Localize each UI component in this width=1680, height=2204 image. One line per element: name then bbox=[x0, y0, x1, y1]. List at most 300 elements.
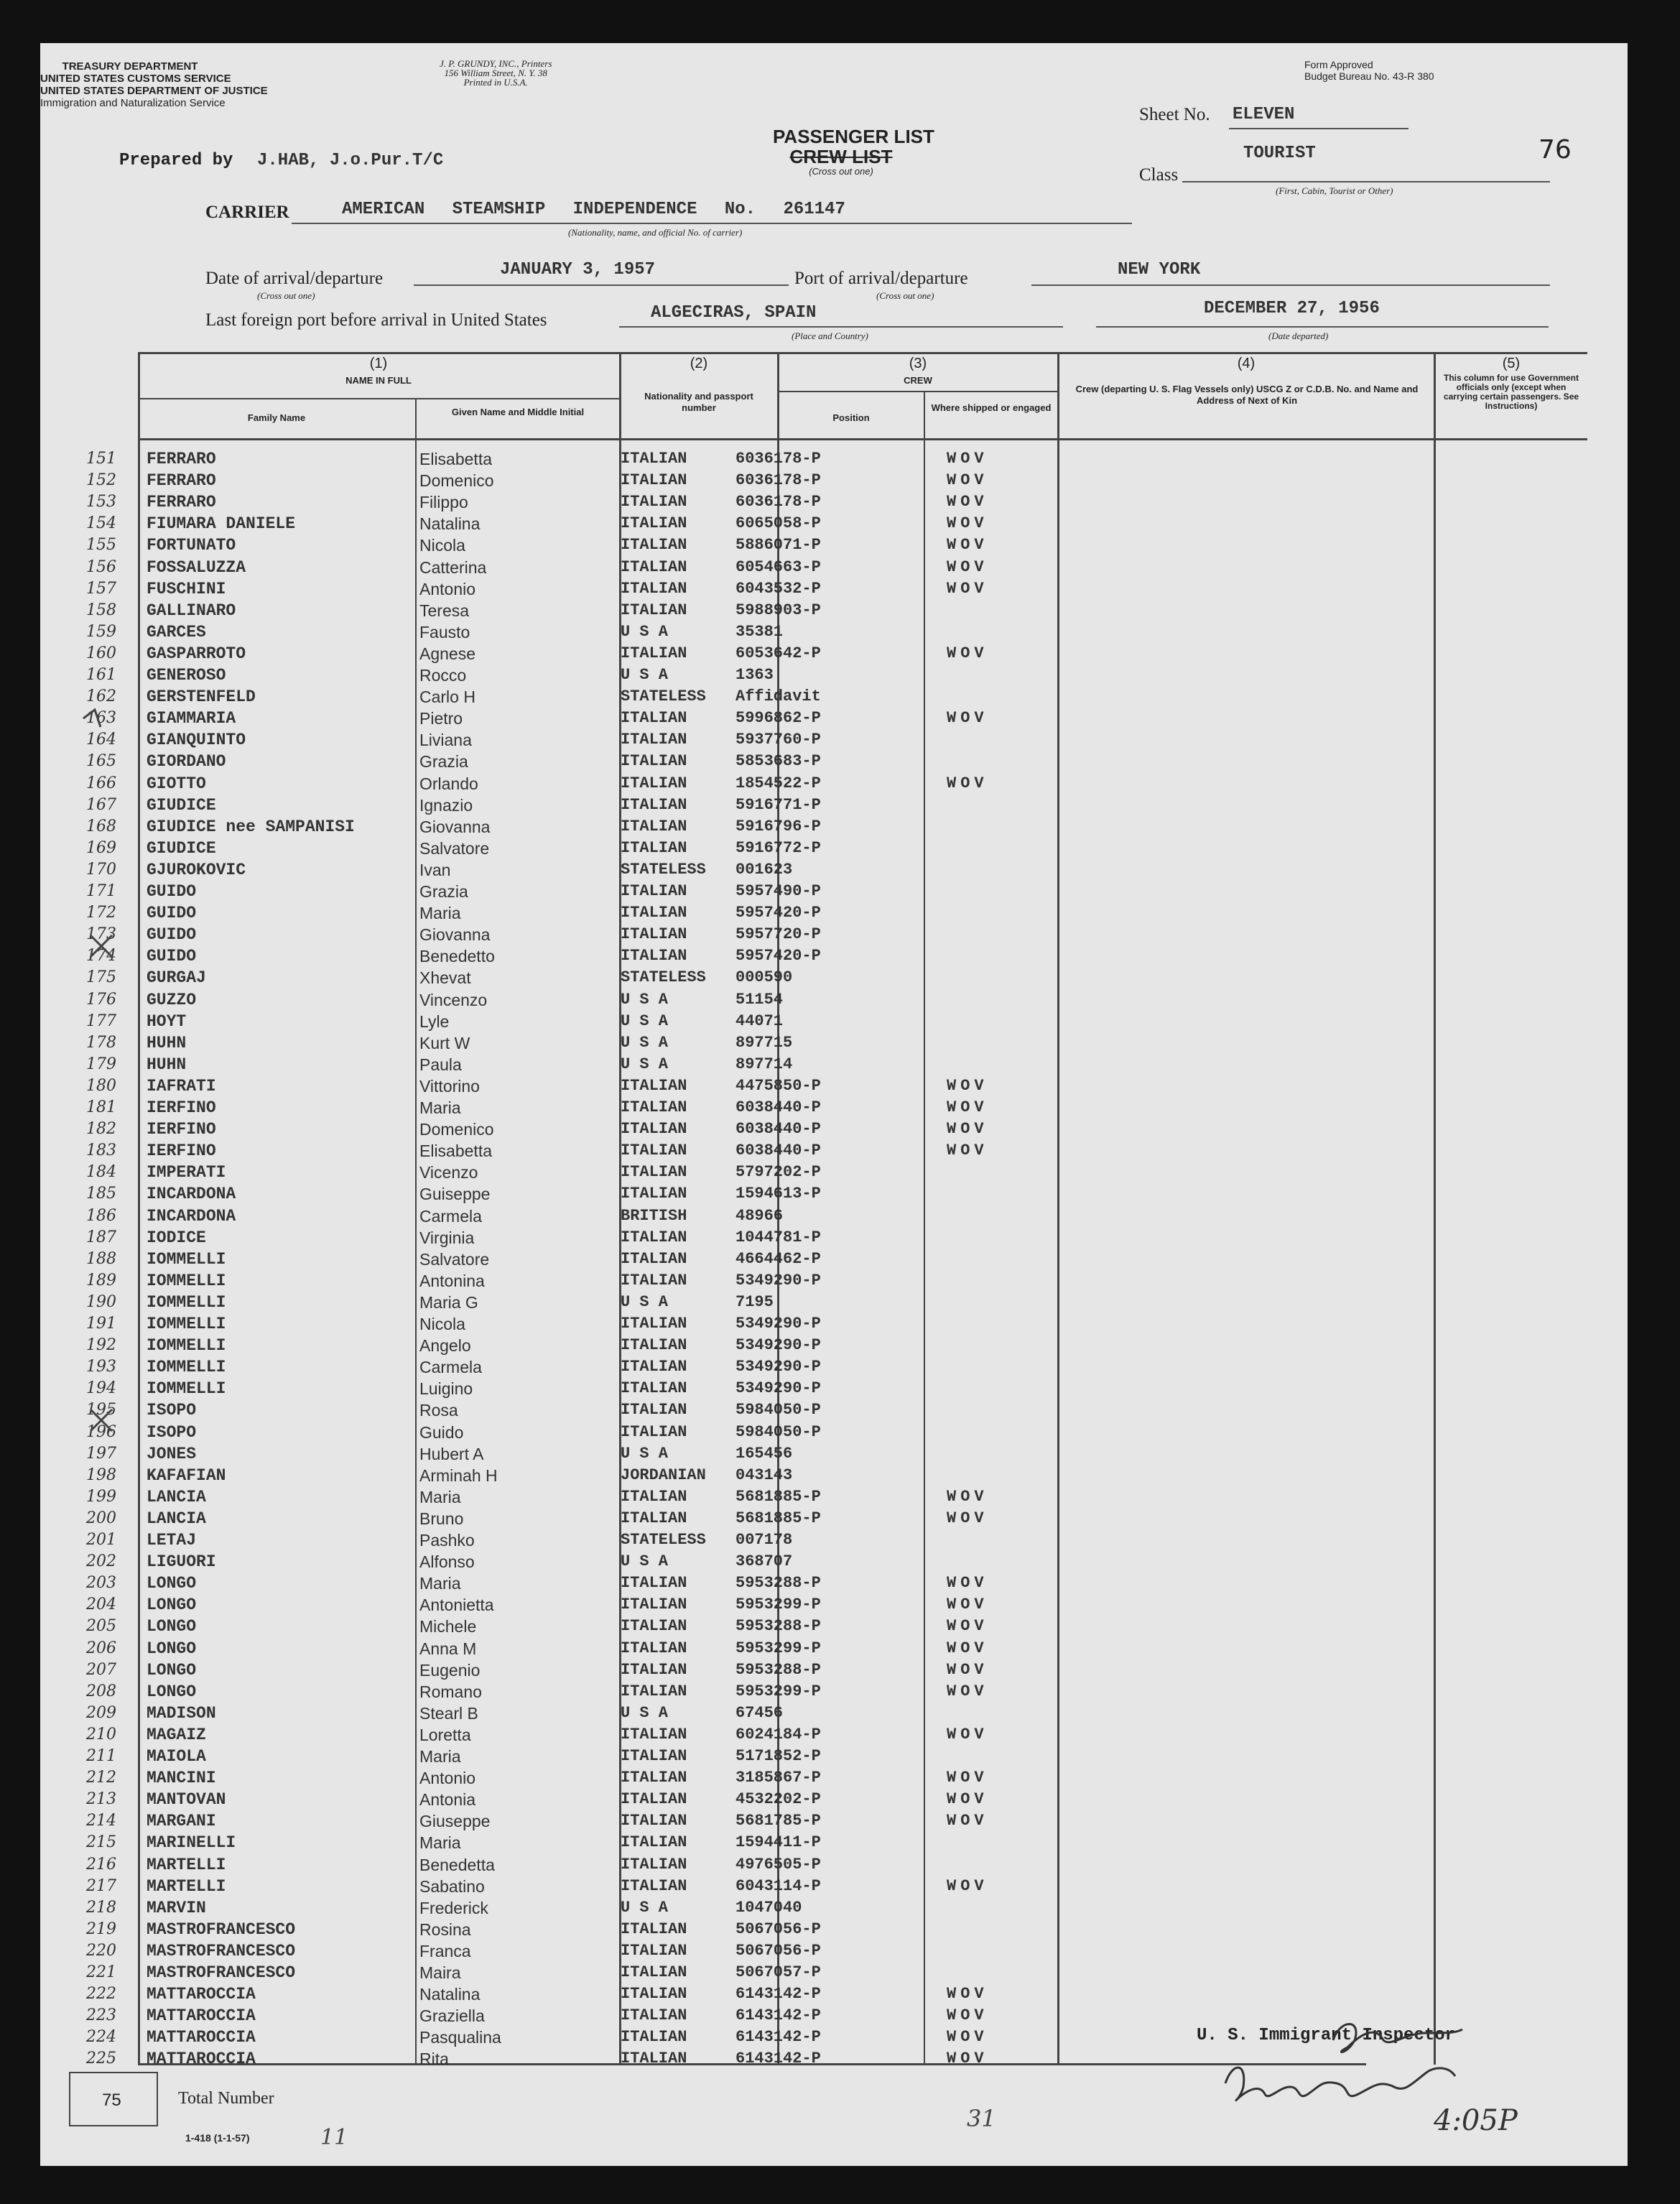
family-name: MARGANI bbox=[147, 1812, 216, 1831]
family-name: GARCES bbox=[147, 622, 206, 642]
row-number: 215 bbox=[86, 1833, 116, 1852]
passport-number: 4475850-P bbox=[735, 1076, 821, 1095]
table-row bbox=[40, 1682, 1628, 1704]
col3-title: CREW bbox=[904, 375, 932, 386]
passport-number: 5067056-P bbox=[735, 1941, 821, 1960]
passport-number: 5953288-P bbox=[735, 1574, 821, 1593]
table-row bbox=[40, 947, 1628, 968]
table-row bbox=[40, 1833, 1628, 1855]
given-name: Maria bbox=[419, 1574, 461, 1593]
given-name: Rita bbox=[419, 2050, 449, 2069]
nationality: ITALIAN bbox=[621, 838, 687, 857]
given-name: Natalina bbox=[419, 514, 481, 534]
family-name: ISOPO bbox=[147, 1401, 197, 1420]
table-row bbox=[40, 1790, 1628, 1812]
given-name: Teresa bbox=[419, 601, 470, 620]
passport-number: 6036178-P bbox=[735, 450, 821, 468]
table-row bbox=[40, 1574, 1628, 1596]
row-number: 159 bbox=[86, 622, 116, 641]
nationality: U S A bbox=[621, 1292, 669, 1311]
family-name: MARTELLI bbox=[147, 1876, 226, 1896]
passport-number: 5853683-P bbox=[735, 752, 821, 771]
row-number: 204 bbox=[86, 1596, 116, 1614]
given-name: Vincenzo bbox=[419, 990, 488, 1009]
sheet-no-label: Sheet No. bbox=[1139, 105, 1210, 124]
table-row bbox=[40, 1639, 1628, 1661]
row-number: 188 bbox=[86, 1249, 116, 1268]
table-row bbox=[40, 991, 1628, 1012]
row-number: 198 bbox=[86, 1466, 116, 1484]
row-number: 189 bbox=[86, 1271, 116, 1289]
passport-number: 5916771-P bbox=[735, 795, 821, 814]
family-name: HUHN bbox=[147, 1055, 187, 1074]
table-row bbox=[40, 752, 1628, 774]
given-name: Paula bbox=[419, 1055, 462, 1074]
row-number: 180 bbox=[86, 1076, 116, 1095]
passport-number: 5349290-P bbox=[735, 1336, 821, 1355]
family-name: IODICE bbox=[147, 1228, 206, 1247]
table-row bbox=[40, 687, 1628, 709]
row-number: 160 bbox=[86, 644, 116, 662]
nationality: ITALIAN bbox=[621, 1941, 687, 1960]
passport-number: 5349290-P bbox=[735, 1271, 821, 1289]
row-number: 151 bbox=[86, 450, 116, 468]
nationality: ITALIAN bbox=[621, 1682, 687, 1700]
row-number: 174 bbox=[86, 947, 116, 966]
where-engaged: WOV bbox=[947, 1098, 988, 1116]
where-engaged: WOV bbox=[947, 1725, 988, 1744]
row-number: 178 bbox=[86, 1033, 116, 1052]
carrier-line bbox=[292, 223, 1132, 224]
passport-number: 6054663-P bbox=[735, 557, 821, 576]
passport-number: 6038440-P bbox=[735, 1142, 821, 1160]
given-name: Pashko bbox=[419, 1531, 475, 1550]
family-name: MANTOVAN bbox=[147, 1790, 226, 1810]
family-name: GUIDO bbox=[147, 947, 197, 966]
passport-number: 897714 bbox=[735, 1055, 793, 1073]
nationality: ITALIAN bbox=[621, 709, 687, 728]
passport-number: 5916796-P bbox=[735, 817, 821, 835]
family-name: GURGAJ bbox=[147, 968, 206, 988]
total-label: Total Number bbox=[178, 2089, 274, 2108]
where-engaged: WOV bbox=[947, 1617, 988, 1636]
table-row bbox=[40, 1250, 1628, 1272]
table-row bbox=[40, 1661, 1628, 1682]
nationality: ITALIAN bbox=[621, 1336, 687, 1355]
nationality: ITALIAN bbox=[621, 2028, 687, 2047]
passport-number: Affidavit bbox=[735, 687, 821, 706]
nationality: ITALIAN bbox=[621, 795, 687, 814]
where-engaged: WOV bbox=[947, 493, 988, 511]
given-name: Giuseppe bbox=[419, 1812, 491, 1831]
nationality: ITALIAN bbox=[621, 1769, 687, 1787]
family-name: MARTELLI bbox=[147, 1855, 226, 1874]
date-label: Date of arrival/departure bbox=[205, 269, 384, 288]
nationality: ITALIAN bbox=[621, 1876, 687, 1895]
row-number: 162 bbox=[86, 687, 116, 706]
total-value: 75 bbox=[102, 2090, 121, 2110]
family-name: IOMMELLI bbox=[147, 1336, 226, 1356]
given-name: Sabatino bbox=[419, 1876, 485, 1896]
nationality: U S A bbox=[621, 1055, 669, 1073]
given-name: Xhevat bbox=[419, 968, 471, 988]
family-name: INCARDONA bbox=[147, 1185, 236, 1204]
col1-number: (1) bbox=[369, 356, 388, 371]
nationality: ITALIAN bbox=[621, 1185, 687, 1203]
passport-number: 6143142-P bbox=[735, 2028, 821, 2047]
crew-subheader-border bbox=[777, 391, 1057, 392]
passport-number: 6036178-P bbox=[735, 493, 821, 511]
row-number: 193 bbox=[86, 1358, 116, 1376]
table-row bbox=[40, 558, 1628, 580]
passport-number: 5171852-P bbox=[735, 1747, 821, 1765]
family-name: FUSCHINI bbox=[147, 579, 226, 598]
nationality: ITALIAN bbox=[621, 557, 687, 576]
row-number: 154 bbox=[86, 514, 116, 533]
nationality: ITALIAN bbox=[621, 579, 687, 598]
nationality: ITALIAN bbox=[621, 1120, 687, 1139]
given-name: Rosa bbox=[419, 1401, 458, 1420]
nationality: ITALIAN bbox=[621, 1833, 687, 1852]
table-row bbox=[40, 1336, 1628, 1358]
given-name: Filippo bbox=[419, 493, 468, 512]
row-number: 219 bbox=[86, 1920, 116, 1938]
where-engaged: WOV bbox=[947, 1876, 988, 1895]
table-row bbox=[40, 1531, 1628, 1552]
nationality: ITALIAN bbox=[621, 1617, 687, 1636]
col3-number: (3) bbox=[909, 356, 927, 371]
nationality: ITALIAN bbox=[621, 882, 687, 900]
passport-number: 5067057-P bbox=[735, 1963, 821, 1981]
nationality: U S A bbox=[621, 666, 669, 684]
carrier-value: AMERICAN STEAMSHIP INDEPENDENCE No. 261147 bbox=[342, 200, 845, 219]
row-number: 175 bbox=[86, 968, 116, 987]
table-row bbox=[40, 1942, 1628, 1963]
table-row bbox=[40, 1812, 1628, 1833]
row-number: 202 bbox=[86, 1552, 116, 1571]
given-name: Orlando bbox=[419, 774, 478, 793]
row-number: 209 bbox=[86, 1703, 116, 1722]
passport-number: 4532202-P bbox=[735, 1790, 821, 1809]
given-name: Romano bbox=[419, 1682, 482, 1701]
table-row bbox=[40, 1596, 1628, 1617]
row-number: 157 bbox=[86, 579, 116, 598]
agency-block bbox=[40, 60, 268, 109]
where-engaged: WOV bbox=[947, 1076, 988, 1095]
nationality: ITALIAN bbox=[621, 1315, 687, 1333]
where-engaged: WOV bbox=[947, 1812, 988, 1830]
col2-number: (2) bbox=[690, 356, 708, 371]
family-name: GIORDANO bbox=[147, 752, 226, 772]
nationality: ITALIAN bbox=[621, 1076, 687, 1095]
agency-line: UNITED STATES DEPARTMENT OF JUSTICE bbox=[40, 85, 268, 97]
row-number: 211 bbox=[86, 1747, 116, 1765]
passport-number: 6143142-P bbox=[735, 2050, 821, 2068]
given-name: Alfonso bbox=[419, 1552, 475, 1572]
row-number: 190 bbox=[86, 1292, 116, 1311]
passport-number: 67456 bbox=[735, 1703, 784, 1722]
hand-mark-1: 11 bbox=[320, 2125, 348, 2150]
passport-number: 5953299-P bbox=[735, 1596, 821, 1614]
class-label: Class bbox=[1139, 165, 1179, 185]
row-number: 172 bbox=[86, 904, 116, 922]
given-name: Maria bbox=[419, 1487, 461, 1506]
given-name: Antonio bbox=[419, 1769, 476, 1788]
table-row bbox=[40, 1769, 1628, 1790]
row-number: 173 bbox=[86, 925, 116, 944]
family-name: IMPERATI bbox=[147, 1163, 226, 1182]
table-row bbox=[40, 1423, 1628, 1445]
nationality: ITALIAN bbox=[621, 1228, 687, 1246]
table-row bbox=[40, 1207, 1628, 1228]
passport-number: 48966 bbox=[735, 1206, 784, 1225]
title-note: (Cross out one) bbox=[809, 166, 873, 177]
given-name: Hubert A bbox=[419, 1444, 484, 1463]
where-engaged: WOV bbox=[947, 579, 988, 598]
family-name: IOMMELLI bbox=[147, 1271, 226, 1290]
nationality: BRITISH bbox=[621, 1206, 687, 1225]
port-label: Port of arrival/departure bbox=[794, 269, 968, 288]
family-name: MAIOLA bbox=[147, 1747, 206, 1766]
carrier-label: CARRIER bbox=[205, 203, 289, 222]
departed-line bbox=[1096, 326, 1549, 328]
where-engaged: WOV bbox=[947, 1574, 988, 1593]
table-row bbox=[40, 580, 1628, 601]
family-name: IERFINO bbox=[147, 1142, 216, 1161]
table-row bbox=[40, 818, 1628, 839]
where-engaged: WOV bbox=[947, 1142, 988, 1160]
where-engaged: WOV bbox=[947, 450, 988, 468]
row-number: 187 bbox=[86, 1228, 116, 1246]
nationality: U S A bbox=[621, 1552, 669, 1571]
printer-line: J. P. GRUNDY, INC., Printers bbox=[440, 58, 552, 69]
nationality: ITALIAN bbox=[621, 1487, 687, 1506]
passport-number: 5957720-P bbox=[735, 925, 821, 944]
row-number: 225 bbox=[86, 2050, 116, 2068]
family-name: MASTROFRANCESCO bbox=[147, 1963, 296, 1982]
given-name: Frederick bbox=[419, 1898, 488, 1917]
family-name: FOSSALUZZA bbox=[147, 557, 246, 577]
given-name: Liviana bbox=[419, 731, 472, 750]
inspector-signature bbox=[1197, 1997, 1599, 2155]
nationality: ITALIAN bbox=[621, 1163, 687, 1182]
family-name: GIUDICE bbox=[147, 795, 216, 815]
given-name: Arminah H bbox=[419, 1466, 498, 1485]
table-row bbox=[40, 1920, 1628, 1942]
date-line bbox=[414, 284, 789, 286]
given-name: Virginia bbox=[419, 1228, 475, 1247]
family-name: IOMMELLI bbox=[147, 1358, 226, 1377]
printer-line: 156 William Street, N. Y. 38 bbox=[444, 68, 547, 78]
family-name: MARVIN bbox=[147, 1898, 206, 1917]
given-name: Catterina bbox=[419, 557, 487, 577]
where-engaged: WOV bbox=[947, 1509, 988, 1527]
nationality: ITALIAN bbox=[621, 2006, 687, 2025]
passport-number: 6053642-P bbox=[735, 644, 821, 662]
row-number: 195 bbox=[86, 1401, 116, 1420]
given-name: Stearl B bbox=[419, 1703, 478, 1723]
total-box bbox=[69, 2072, 158, 2126]
passport-number: 5681785-P bbox=[735, 1812, 821, 1830]
family-name: IAFRATI bbox=[147, 1076, 216, 1096]
family-name: LETAJ bbox=[147, 1531, 197, 1550]
where-engaged: WOV bbox=[947, 2028, 988, 2047]
row-number: 183 bbox=[86, 1142, 116, 1160]
passport-number: 4976505-P bbox=[735, 1855, 821, 1874]
row-number: 217 bbox=[86, 1876, 116, 1895]
nationality: ITALIAN bbox=[621, 1747, 687, 1765]
given-name: Vicenzo bbox=[419, 1163, 478, 1182]
nationality: ITALIAN bbox=[621, 1790, 687, 1809]
passport-number: 44071 bbox=[735, 1011, 784, 1030]
agency-line: TREASURY DEPARTMENT bbox=[62, 60, 198, 73]
nationality: ITALIAN bbox=[621, 774, 687, 792]
given-name: Guido bbox=[419, 1422, 464, 1442]
given-name: Ivan bbox=[419, 860, 451, 879]
row-number: 220 bbox=[86, 1941, 116, 1960]
family-name: LIGUORI bbox=[147, 1552, 216, 1572]
row-number: 181 bbox=[86, 1098, 116, 1116]
given-name: Loretta bbox=[419, 1725, 471, 1744]
row-number: 218 bbox=[86, 1898, 116, 1917]
passport-number: 001623 bbox=[735, 860, 793, 879]
table-row bbox=[40, 1877, 1628, 1899]
row-number: 179 bbox=[86, 1055, 116, 1073]
given-name: Nicola bbox=[419, 536, 465, 555]
form-approved-line: Budget Bureau No. 43-R 380 bbox=[1304, 70, 1434, 82]
row-number: 158 bbox=[86, 601, 116, 619]
family-name: GUIDO bbox=[147, 882, 197, 901]
row-number: 164 bbox=[86, 731, 116, 749]
table-row bbox=[40, 968, 1628, 990]
row-number: 191 bbox=[86, 1315, 116, 1333]
given-name: Domenico bbox=[419, 471, 494, 491]
family-name: MATTAROCCIA bbox=[147, 2050, 256, 2069]
nationality: ITALIAN bbox=[621, 1379, 687, 1398]
row-number: 152 bbox=[86, 471, 116, 490]
row-number: 200 bbox=[86, 1509, 116, 1527]
col2-title: Nationality and passport number bbox=[644, 391, 753, 413]
row-number: 216 bbox=[86, 1855, 116, 1874]
given-name: Guiseppe bbox=[419, 1185, 491, 1204]
table-row bbox=[40, 1012, 1628, 1034]
departed-value: DECEMBER 27, 1956 bbox=[1204, 299, 1380, 318]
col3-position-header: Position bbox=[832, 412, 870, 423]
row-number: 210 bbox=[86, 1725, 116, 1744]
given-name: Pietro bbox=[419, 709, 463, 728]
passport-number: 1363 bbox=[735, 666, 774, 684]
table-header-border bbox=[138, 438, 1587, 440]
passport-number: 1594613-P bbox=[735, 1185, 821, 1203]
nationality: U S A bbox=[621, 622, 669, 641]
nationality: ITALIAN bbox=[621, 817, 687, 835]
table-row bbox=[40, 1401, 1628, 1422]
table-row bbox=[40, 514, 1628, 536]
family-name: HOYT bbox=[147, 1011, 187, 1031]
nationality: ITALIAN bbox=[621, 601, 687, 619]
row-number: 196 bbox=[86, 1422, 116, 1441]
row-number: 166 bbox=[86, 774, 116, 792]
name-subheader-border bbox=[138, 398, 619, 399]
given-name: Carmela bbox=[419, 1358, 482, 1377]
table-row bbox=[40, 1142, 1628, 1163]
family-name: FERRARO bbox=[147, 450, 216, 468]
nationality: U S A bbox=[621, 1703, 669, 1722]
family-name: IERFINO bbox=[147, 1120, 216, 1139]
where-engaged: WOV bbox=[947, 644, 988, 662]
passport-number: 897715 bbox=[735, 1033, 793, 1052]
family-name: MATTAROCCIA bbox=[147, 1985, 256, 2004]
family-name: IERFINO bbox=[147, 1098, 216, 1117]
passport-number: 5984050-P bbox=[735, 1401, 821, 1420]
last-port-label: Last foreign port before arrival in United States bbox=[205, 310, 547, 330]
passport-number: 6043114-P bbox=[735, 1876, 821, 1895]
table-row bbox=[40, 1552, 1628, 1574]
table-row bbox=[40, 774, 1628, 796]
nationality: STATELESS bbox=[621, 1531, 706, 1549]
agency-line: UNITED STATES CUSTOMS SERVICE bbox=[40, 73, 231, 85]
family-name: GASPARROTO bbox=[147, 644, 246, 663]
table-row bbox=[40, 1272, 1628, 1293]
inspector-label: U. S. Immigrant Inspector bbox=[1197, 2026, 1456, 2045]
nationality: U S A bbox=[621, 1444, 669, 1463]
nationality: ITALIAN bbox=[621, 1249, 687, 1268]
table-row bbox=[40, 1228, 1628, 1250]
passport-number: 6143142-P bbox=[735, 2006, 821, 2025]
table-row bbox=[40, 861, 1628, 882]
table-row bbox=[40, 839, 1628, 861]
class-line bbox=[1182, 181, 1550, 182]
table-row bbox=[40, 731, 1628, 752]
passport-number: 5953288-P bbox=[735, 1617, 821, 1636]
row-number: 169 bbox=[86, 838, 116, 857]
family-name: FORTUNATO bbox=[147, 536, 236, 555]
passport-number: 3185867-P bbox=[735, 1769, 821, 1787]
nationality: ITALIAN bbox=[621, 644, 687, 662]
family-name: ISOPO bbox=[147, 1422, 197, 1442]
nationality: STATELESS bbox=[621, 687, 706, 706]
row-number: 208 bbox=[86, 1682, 116, 1700]
passport-number: 6065058-P bbox=[735, 514, 821, 533]
where-engaged: WOV bbox=[947, 774, 988, 792]
where-engaged: WOV bbox=[947, 2050, 988, 2068]
row-number: 153 bbox=[86, 493, 116, 511]
table-row bbox=[40, 1055, 1628, 1077]
passport-number: 5953299-P bbox=[735, 1682, 821, 1700]
nationality: U S A bbox=[621, 990, 669, 1009]
given-name: Carmela bbox=[419, 1206, 482, 1226]
col1-title: NAME IN FULL bbox=[345, 375, 412, 386]
passport-number: 368707 bbox=[735, 1552, 793, 1571]
given-name: Agnese bbox=[419, 644, 476, 663]
family-name: GUIDO bbox=[147, 904, 197, 923]
col5-title: This column for use Government officials only (except when carrying certain passengers. See Instructions) bbox=[1443, 373, 1579, 411]
family-name: IOMMELLI bbox=[147, 1249, 226, 1269]
family-name: MATTAROCCIA bbox=[147, 2028, 256, 2047]
row-number: 161 bbox=[86, 666, 116, 684]
given-name: Salvatore bbox=[419, 838, 490, 858]
given-name: Domenico bbox=[419, 1120, 494, 1139]
where-engaged: WOV bbox=[947, 1790, 988, 1809]
family-name: FERRARO bbox=[147, 493, 216, 512]
given-name: Lyle bbox=[419, 1011, 450, 1031]
table-row bbox=[40, 1445, 1628, 1466]
page-number: 76 bbox=[1539, 135, 1572, 165]
where-engaged: WOV bbox=[947, 1682, 988, 1700]
family-name: GERSTENFELD bbox=[147, 687, 256, 707]
family-name: LONGO bbox=[147, 1639, 197, 1658]
where-engaged: WOV bbox=[947, 709, 988, 728]
